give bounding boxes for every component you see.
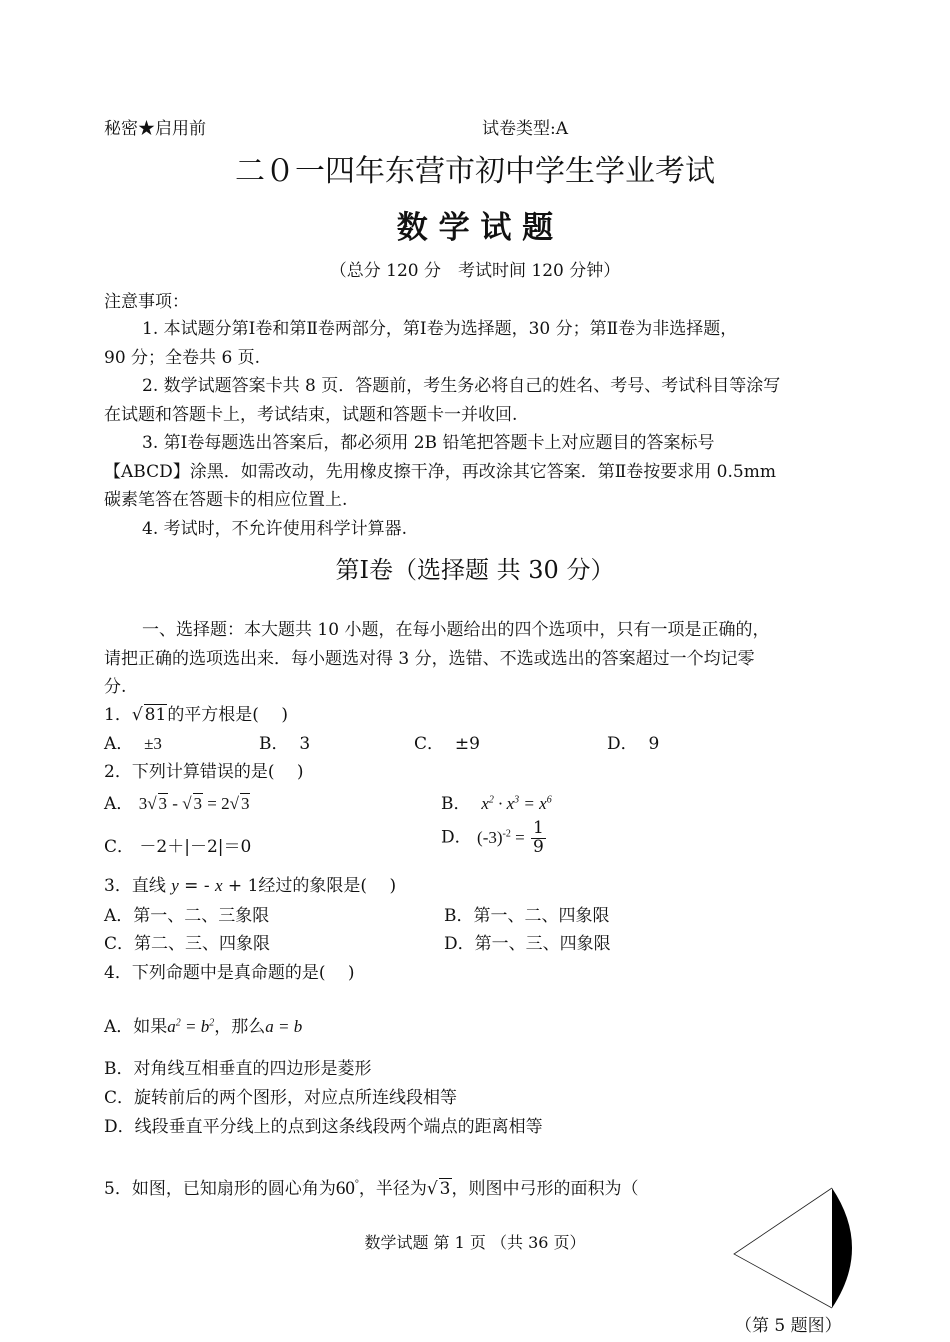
q2-option-d: D． $(-3)^{-2}$ = $\frac{1}{9}$ [441,818,544,857]
question-2-stem: 2．下列计算错误的是( ) [104,762,304,782]
q4-option-c: C．旋转前后的两个图形，对应点所连线段相等 [104,1088,458,1108]
section-instruction-line-1: 一、选择题：本大题共 10 小题，在每小题给出的四个选项中，只有一项是正确的， [142,620,770,640]
question-3-stem: 3．直线 y = - x + 1经过的象限是( ) [104,876,397,896]
subject-title: 数 学 试 题 [396,210,554,246]
notice-item-2-line-1: 2. 数学试题答案卡共 8 页．答题前，考生务必将自己的姓名、考号、考试科目等涂写 [142,376,781,396]
q3-option-c: C．第二、三、四象限 [104,934,271,954]
section-instruction-line-2: 请把正确的选项选出来．每小题选对得 3 分，选错、不选或选出的答案超过一个均记零 [104,649,755,669]
notice-item-2-line-2: 在试题和答题卡上，考试结束，试题和答题卡一并收回. [104,405,518,425]
notice-item-4: 4. 考试时，不允许使用科学计算器. [142,519,408,539]
score-time-line: （总分 120 分 考试时间 120 分钟） [329,261,621,281]
notice-item-1-line-2: 90 分；全卷共 6 页. [104,348,261,368]
q1-option-b: B． 3 [259,734,311,754]
q1-option-d: D． 9 [607,734,660,754]
page-footer: 数学试题 第 1 页 （共 36 页） [364,1233,586,1252]
notice-item-3-line-2: 【ABCD】涂黑．如需改动，先用橡皮擦干净，再改涂其它答案．第Ⅱ卷按要求用 0.5mm [104,462,776,482]
q1-option-a: A． ±3 [104,734,162,754]
question-1-stem: 1．√ 81的平方根是( ) [104,705,288,725]
section-title: 第Ⅰ卷（选择题 共 30 分） [335,556,615,584]
q3-option-a: A．第一、二、三象限 [104,906,270,926]
secret-label: 秘密★启用前 [104,119,206,139]
q1-option-c: C． ±9 [414,734,480,754]
q2-option-b: B． $x^2 \cdot x^3 = x^6$ [441,794,552,814]
figure-caption: （第 5 题图） [735,1316,842,1336]
question-5-stem: 5．如图，已知扇形的圆心角为60°，半径为√ 3，则图中弓形的面积为（ [104,1178,639,1199]
q4-option-a: A．如果$a^2 = b^2$，那么a = b [104,1017,303,1037]
q4-option-d: D．线段垂直平分线上的点到这条线段两个端点的距离相等 [104,1117,543,1137]
section-instruction-line-3: 分. [104,677,127,697]
paper-type-label: 试卷类型:A [482,119,569,139]
notice-item-3-line-3: 碳素笔答在答题卡的相应位置上. [104,490,348,510]
q3-option-b: B．第一、二、四象限 [444,906,610,926]
notice-item-1-line-1: 1. 本试题分第Ⅰ卷和第Ⅱ卷两部分，第Ⅰ卷为选择题，30 分；第Ⅱ卷为非选择题， [142,319,738,339]
q2-option-a: A． 3√ 3 - √ 3 = 2√ 3 [104,794,250,814]
question-4-stem: 4．下列命题中是真命题的是( ) [104,963,355,983]
notice-item-3-line-1: 3. 第Ⅰ卷每题选出答案后，都必须用 2B 铅笔把答题卡上对应题目的答案标号 [142,433,715,453]
notice-title: 注意事项： [104,292,189,312]
q4-option-b: B．对角线互相垂直的四边形是菱形 [104,1059,372,1079]
q3-option-d: D．第一、三、四象限 [444,934,611,954]
q2-option-c: C． －2＋|－2|＝0 [104,837,252,857]
q1-radicand: 81 [144,705,167,725]
exam-title: 二０一四年东营市初中学生学业考试 [235,154,715,189]
